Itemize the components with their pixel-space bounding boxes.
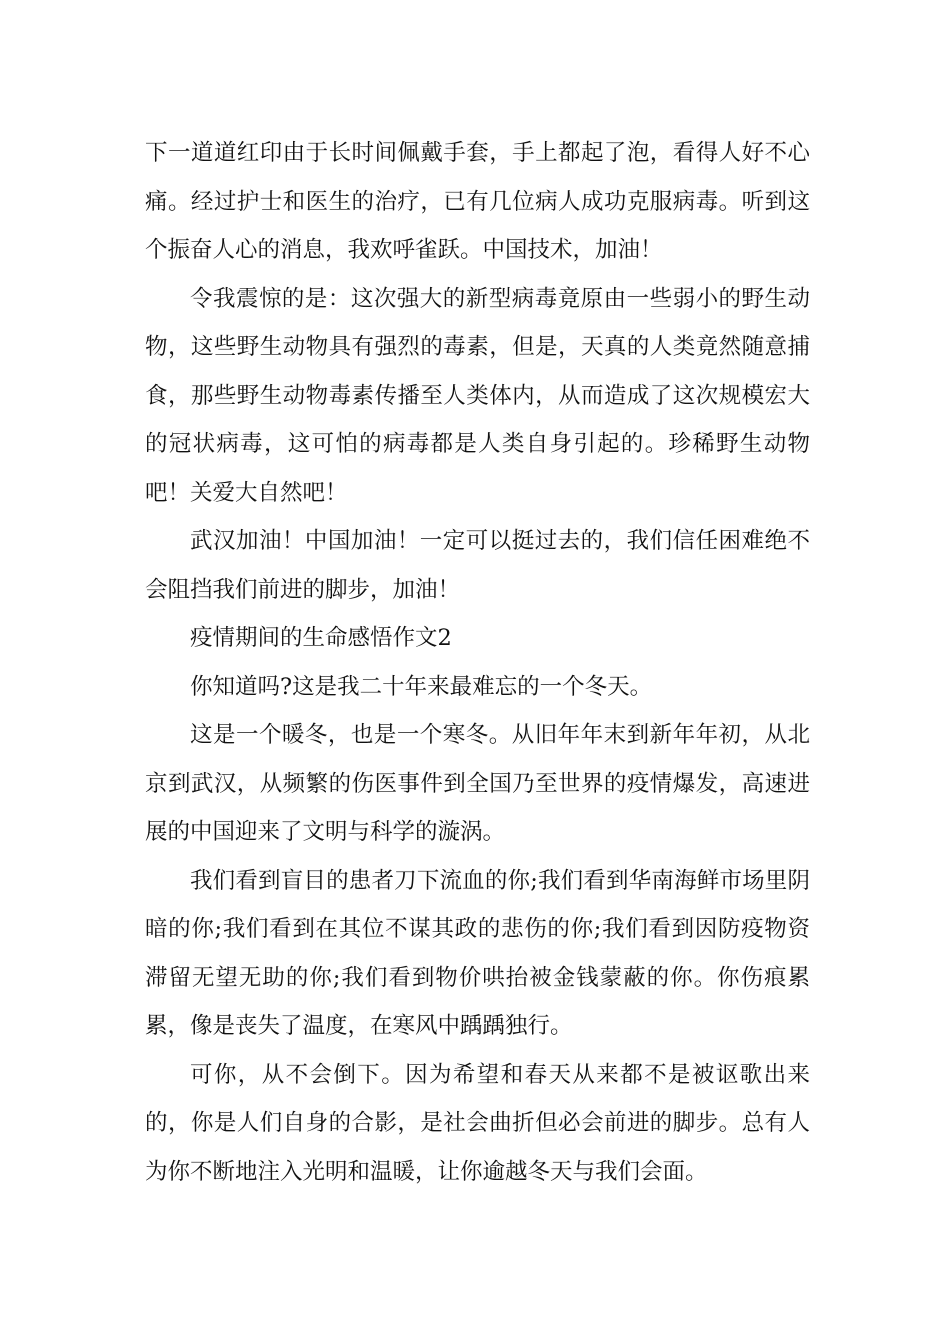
paragraph: 你知道吗?这是我二十年来最难忘的一个冬天。 [190, 673, 653, 700]
paragraph: 可你，从不会倒下。因为希望和春天从来都不是被讴歌出来的，你是人们自身的合影，是社会曲折但必会前进的脚步。总有人为你不断地注入光明和温暖，让你逾越冬天与我们会面。 [145, 1061, 810, 1185]
paragraph: 我们看到盲目的患者刀下流血的你;我们看到华南海鲜市场里阴暗的你;我们看到在其位不谋其政的悲伤的你;我们看到因防疫物资滞留无望无助的你;我们看到物价哄抬被金钱蒙蔽的你。你伤痕累累，像是丧失了温度，在寒风中踽踽独行。 [145, 867, 810, 1039]
paragraph-continuation: 下一道道红印由于长时间佩戴手套，手上都起了泡，看得人好不心痛。经过护士和医生的治疗，已有几位病人成功克服病毒。听到这个振奋人心的消息，我欢呼雀跃。中国技术，加油！ [145, 140, 810, 263]
paragraph: 这是一个暖冬，也是一个寒冬。从旧年年末到新年年初，从北京到武汉，从频繁的伤医事件到全国乃至世界的疫情爆发，高速进展的中国迎来了文明与科学的漩涡。 [145, 722, 810, 845]
paragraph: 令我震惊的是：这次强大的新型病毒竟原由一些弱小的野生动物，这些野生动物具有强烈的毒素，但是，天真的人类竟然随意捕食，那些野生动物毒素传播至人类体内，从而造成了这次规模宏大的冠状病毒，这可怕的病毒都是人类自身引起的。珍稀野生动物吧！关爱大自然吧！ [145, 285, 810, 506]
section-heading: 疫情期间的生命感悟作文2 [190, 625, 452, 651]
document-body [145, 129, 810, 1196]
paragraph: 武汉加油！中国加油！一定可以挺过去的，我们信任困难绝不会阻挡我们前进的脚步，加油！ [145, 528, 810, 603]
